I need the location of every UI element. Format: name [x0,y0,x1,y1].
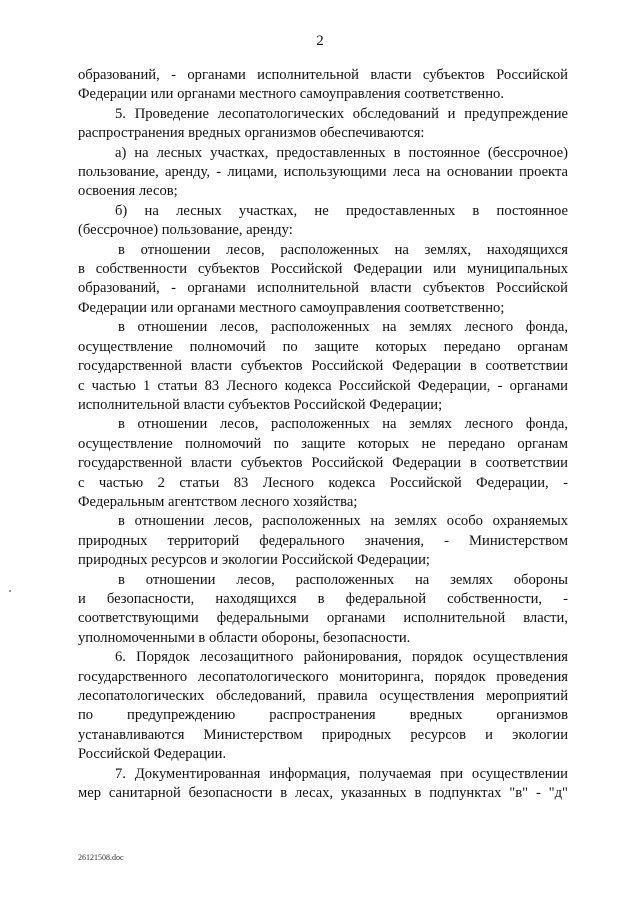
text-line: Федерации или органами местного самоуправления соответственно. [78,86,504,103]
text-line: в отношении лесов, расположенных на землях лесного фонда, [118,319,568,336]
text-line: образований, - органами исполнительной власти субъектов Российской [78,280,568,297]
text-line: в отношении лесов, расположенных на землях обороны [118,571,568,588]
text-line: 7. Документированная информация, получаемая при осуществлении [115,765,568,782]
scan-artifact-mark [9,590,11,592]
text-line: Российской Федерации. [78,746,227,763]
text-line: по предупреждению распространения вредных организмов [78,707,568,724]
text-line: 6. Порядок лесозащитного районирования, порядок осуществления [115,649,568,666]
text-line: исполнительной власти субъектов Российской Федерации; [78,396,443,413]
text-line: с частью 2 статьи 83 Лесного кодекса Российской Федерации, - [78,474,568,491]
text-line: образований, - органами исполнительной власти субъектов Российской [78,67,568,83]
text-line: а) на лесных участках, предоставленных в постоянное (бессрочное) [115,144,568,161]
text-line: в отношении лесов, расположенных на землях, находящихся [118,241,568,258]
text-line: природных территорий федерального значения, - Министерством [78,532,568,549]
text-line: в отношении лесов, расположенных на землях особо охраняемых [118,513,568,530]
text-line: осуществление полномочий по защите которых передано органам [78,338,568,355]
text-line: Федерации или органами местного самоуправления соответственно; [78,299,505,316]
page-number: 2 [316,33,324,49]
text-line: соответствующими федеральными органами исполнительной власти, [78,610,568,627]
text-line: распространения вредных организмов обеспечиваются: [78,125,425,142]
text-line: природных ресурсов и экологии Российской Федерации; [78,552,430,569]
text-line: и безопасности, находящихся в федеральной собственности, - [78,590,568,607]
footer-filename: 26121508.doc [78,853,124,862]
text-line: мер санитарной безопасности в лесах, указанных в подпунктах "в" - "д" [78,785,568,802]
text-line: в собственности субъектов Российской Федерации или муниципальных [78,261,568,278]
text-line: с частью 1 статьи 83 Лесного кодекса Российской Федерации, - органами [78,377,568,394]
text-line: устанавливаются Министерством природных ресурсов и экологии [78,726,568,743]
text-line: государственного лесопатологического мониторинга, порядок проведения [78,668,568,685]
text-line: государственной власти субъектов Российской Федерации в соответствии [78,455,568,472]
text-line: Федеральным агентством лесного хозяйства; [78,493,358,510]
text-line: 5. Проведение лесопатологических обследований и предупреждение [115,105,568,122]
text-line: пользование, аренду, - лицами, использующими леса на основании проекта [78,164,568,181]
text-line: лесопатологических обследований, правила осуществления мероприятий [78,688,568,704]
document-body [78,66,568,803]
text-line: осуществление полномочий по защите которых не передано органам [78,435,568,452]
text-line: б) на лесных участках, не предоставленных в постоянное [115,202,568,219]
text-line: освоения лесов; [78,183,178,200]
text-line: уполномоченными в области обороны, безопасности. [78,629,411,646]
text-line: в отношении лесов, расположенных на землях лесного фонда, [118,416,568,433]
text-line: (бессрочное) пользование, аренду: [78,222,293,239]
text-line: государственной власти субъектов Российской Федерации в соответствии [78,358,568,375]
